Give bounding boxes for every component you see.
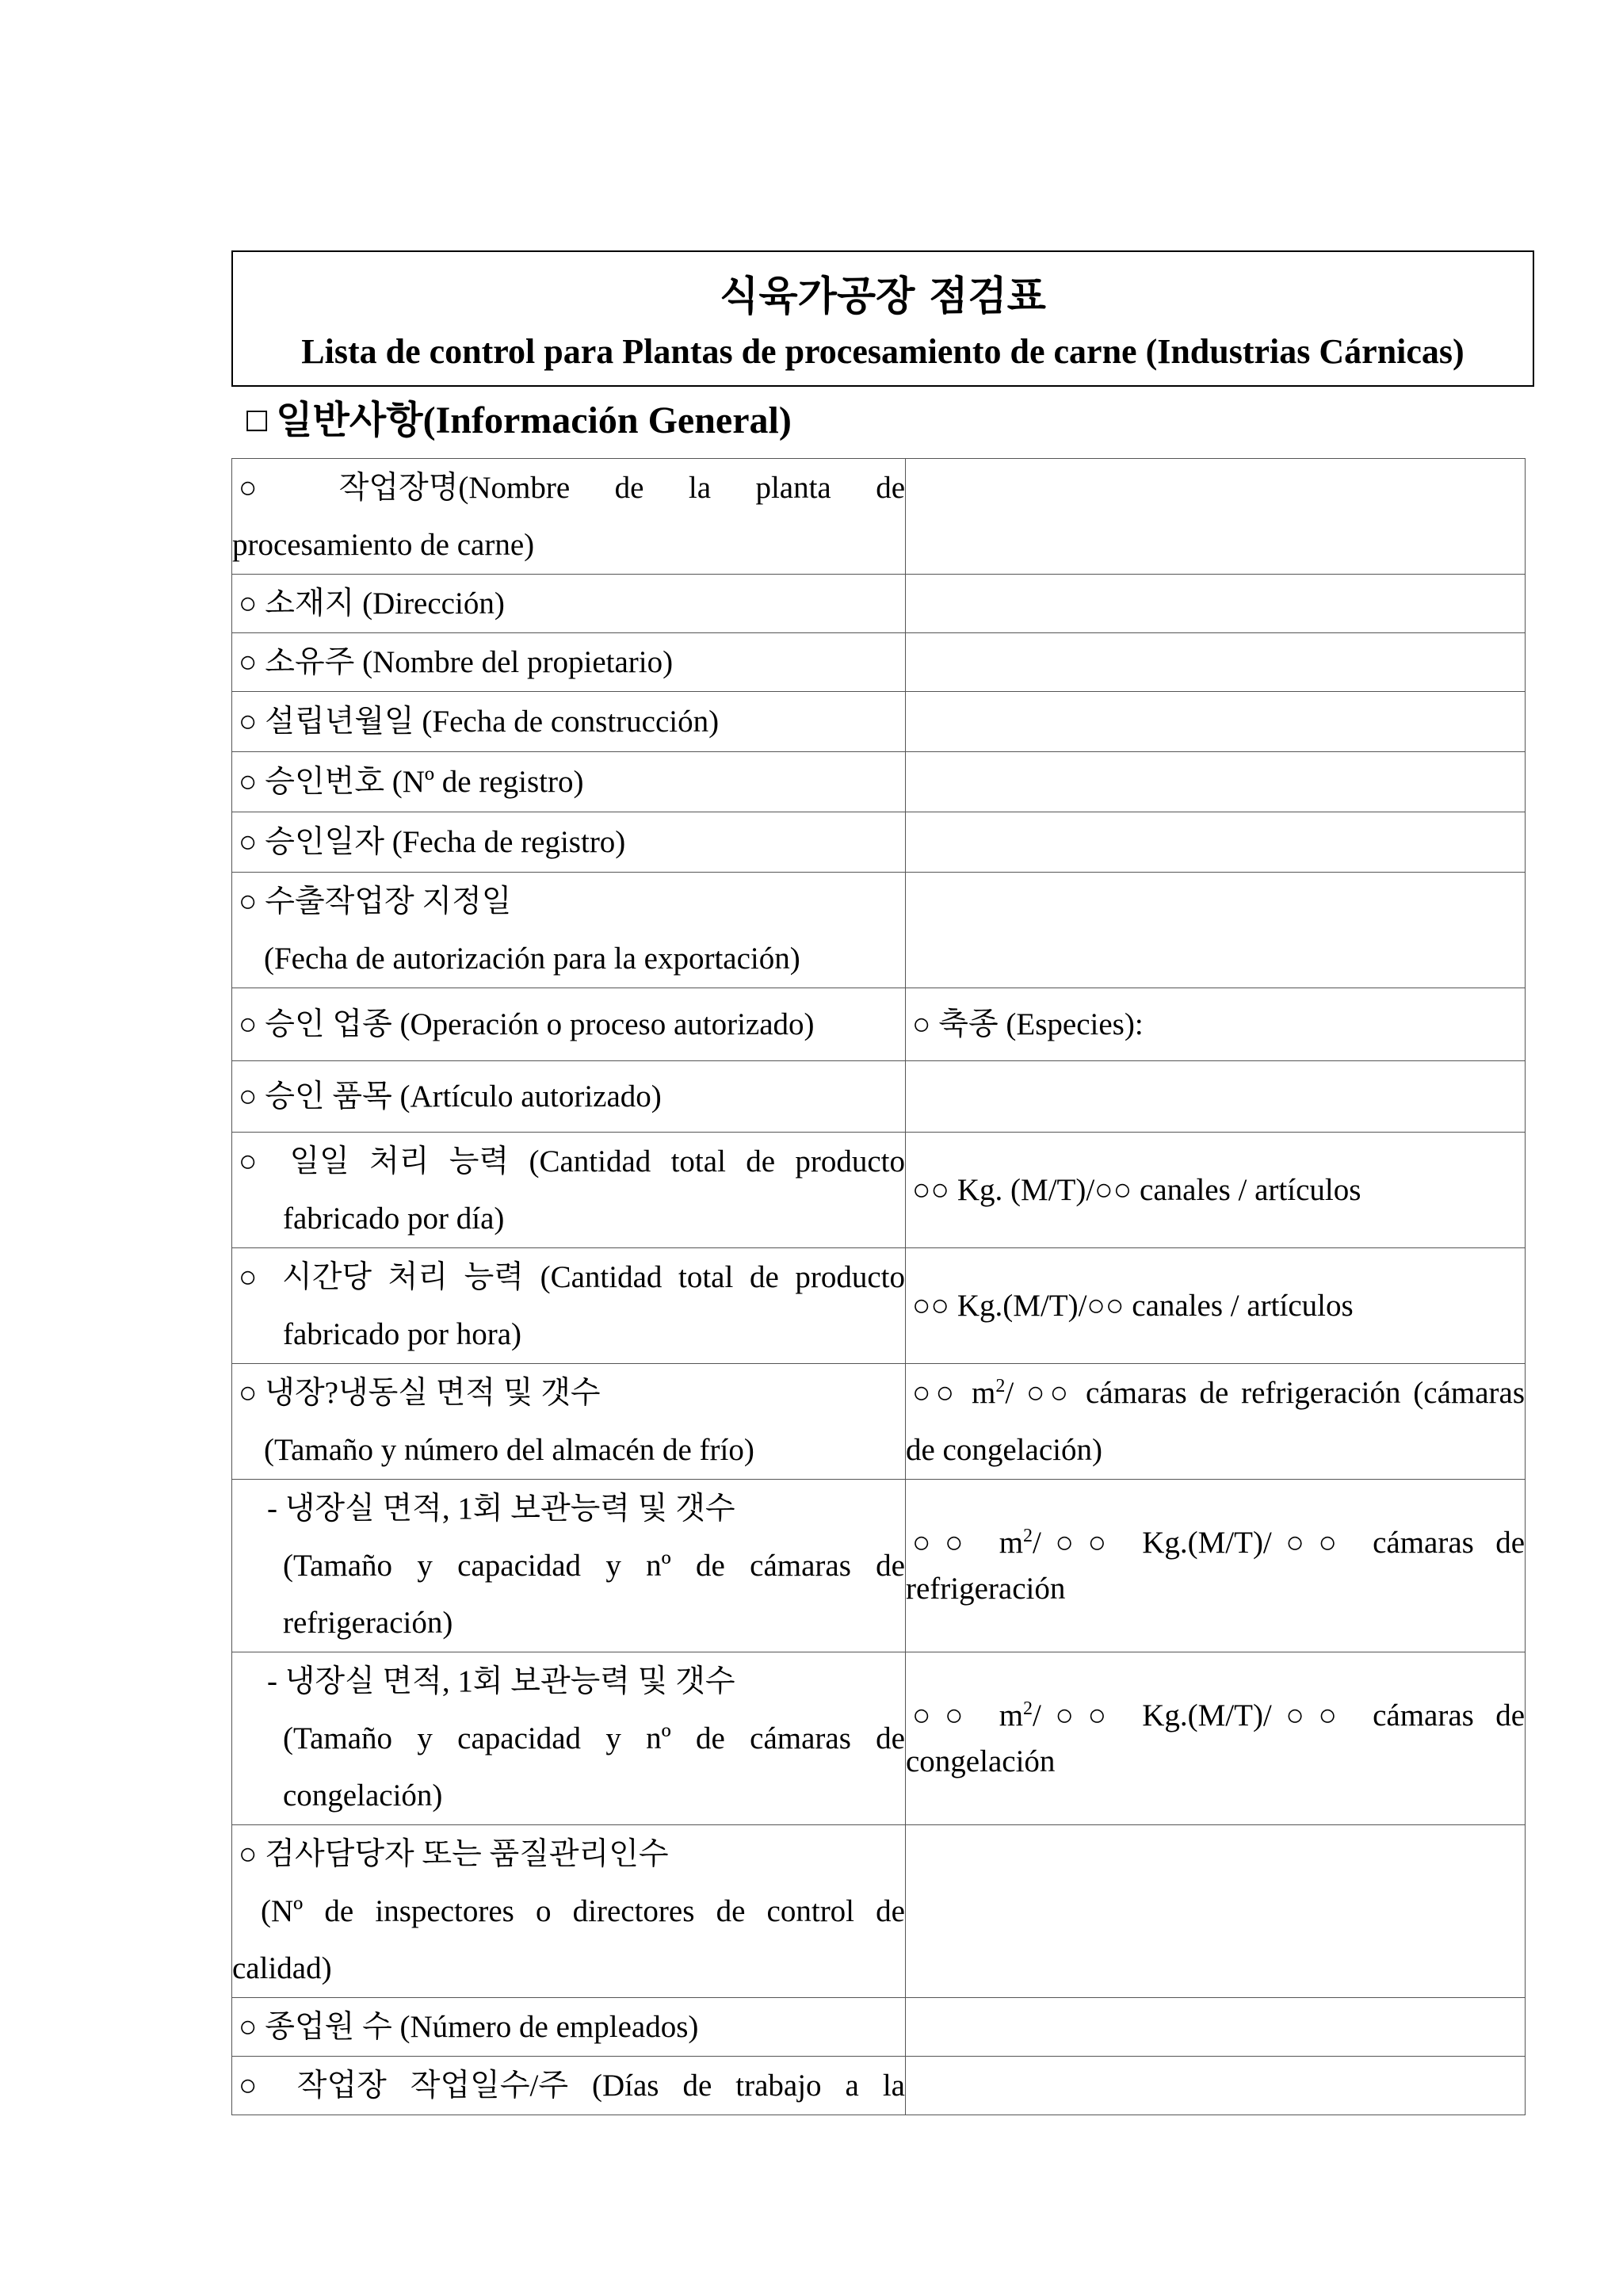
table-row — [232, 1248, 1526, 1364]
value-daily-capacity[interactable]: ○○ Kg. (M/T)/○○ canales / artículos — [906, 1133, 1526, 1248]
value-address[interactable] — [906, 575, 1526, 633]
label-daily-capacity: ○ 일일 처리 능력 (Cantidad total de producto fabricado por día) — [232, 1133, 906, 1248]
table-row — [232, 575, 1526, 633]
value-inspectors[interactable] — [906, 1825, 1526, 1998]
label-plant-name: ○ 작업장명(Nombre de la planta de procesamiento de carne) — [232, 459, 906, 575]
value-refrigeration-rooms[interactable]: ○○ $m^2/○○$ Kg.(M/T)/○○ cámaras de refrigeración — [906, 1480, 1526, 1652]
value-freezing-rooms[interactable]: ○○ $m^2/○○$ Kg.(M/T)/○○ cámaras de congelación — [906, 1652, 1526, 1825]
table-row — [232, 988, 1526, 1061]
value-owner[interactable] — [906, 633, 1526, 692]
title-box — [231, 250, 1534, 387]
section-heading — [244, 398, 792, 444]
value-employees[interactable] — [906, 1998, 1526, 2057]
value-hourly-capacity[interactable]: ○○ Kg.(M/T)/○○ canales / artículos — [906, 1248, 1526, 1364]
label-cold-storage: ○ 냉장?냉동실 면적 및 갯수 (Tamaño y número del almacén de frío) — [232, 1364, 906, 1480]
general-info-table — [231, 458, 1526, 2115]
table-row — [232, 873, 1526, 988]
table-row — [232, 1998, 1526, 2057]
value-registration-number[interactable] — [906, 752, 1526, 812]
table-row — [232, 459, 1526, 575]
table-row — [232, 2057, 1526, 2115]
table-row — [232, 1364, 1526, 1480]
label-work-days: ○ 작업장 작업일수/주 (Días de trabajo a la — [232, 2057, 906, 2115]
label-export-authorization-date: ○ 수출작업장 지정일 (Fecha de autorización para la exportación) — [232, 873, 906, 988]
value-cold-storage[interactable]: ○○ $m^2/$ ○○ cámaras de refrigeración (cámaras de congelación) — [906, 1364, 1526, 1480]
section-heading-korean: 일반사항 — [276, 398, 423, 442]
section-heading-spanish: (Información General) — [422, 399, 792, 441]
label-hourly-capacity: ○ 시간당 처리 능력 (Cantidad total de producto fabricado por hora) — [232, 1248, 906, 1364]
table-row — [232, 752, 1526, 812]
table-row — [232, 1061, 1526, 1133]
label-authorized-operation: ○ 승인 업종 (Operación o proceso autorizado) — [232, 988, 906, 1061]
label-address: ○ 소재지 (Dirección) — [232, 575, 906, 633]
value-work-days[interactable] — [906, 2057, 1526, 2115]
value-species[interactable]: ○ 축종 (Especies): — [906, 988, 1526, 1061]
checkbox-square-icon: □ — [244, 403, 270, 435]
label-freezing-rooms: - 냉장실 면적, 1회 보관능력 및 갯수 (Tamaño y capacidad y nº de cámaras de congelación) — [232, 1652, 906, 1825]
value-plant-name[interactable] — [906, 459, 1526, 575]
label-registration-number: ○ 승인번호 (Nº de registro) — [232, 752, 906, 812]
value-export-authorization-date[interactable] — [906, 873, 1526, 988]
table-row — [232, 1480, 1526, 1652]
table-row — [232, 1825, 1526, 1998]
label-employees: ○ 종업원 수 (Número de empleados) — [232, 1998, 906, 2057]
table-row — [232, 1133, 1526, 1248]
table-row — [232, 633, 1526, 692]
label-refrigeration-rooms: - 냉장실 면적, 1회 보관능력 및 갯수 (Tamaño y capacidad y nº de cámaras de refrigeración) — [232, 1480, 906, 1652]
table-row — [232, 812, 1526, 873]
label-authorized-article: ○ 승인 품목 (Artículo autorizado) — [232, 1061, 906, 1133]
label-owner: ○ 소유주 (Nombre del propietario) — [232, 633, 906, 692]
value-registration-date[interactable] — [906, 812, 1526, 873]
table-row — [232, 692, 1526, 752]
label-registration-date: ○ 승인일자 (Fecha de registro) — [232, 812, 906, 873]
value-authorized-article[interactable] — [906, 1061, 1526, 1133]
title-korean: 식육가공장 점검표 — [720, 273, 1046, 320]
value-construction-date[interactable] — [906, 692, 1526, 752]
label-construction-date: ○ 설립년월일 (Fecha de construcción) — [232, 692, 906, 752]
title-spanish: Lista de control para Plantas de procesamiento de carne (Industrias Cárnicas) — [301, 332, 1465, 371]
label-inspectors: ○ 검사담당자 또는 품질관리인수 (Nº de inspectores o directores de control de calidad) — [232, 1825, 906, 1998]
table-row — [232, 1652, 1526, 1825]
